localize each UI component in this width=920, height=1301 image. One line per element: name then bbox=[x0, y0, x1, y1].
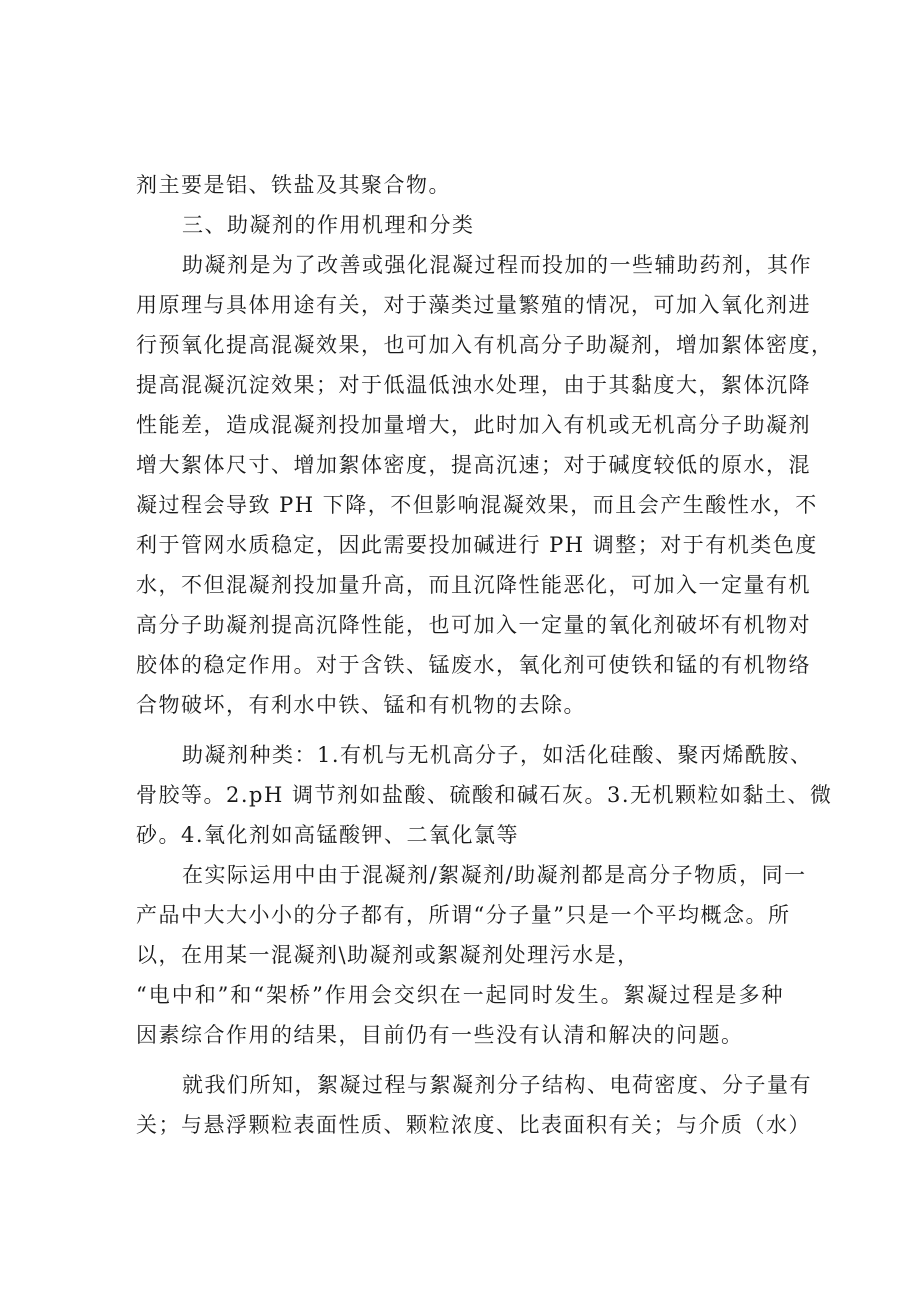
text-line: 合物破坏，有利水中铁、锰和有机物的去除。 bbox=[136, 693, 586, 717]
text-line: 胶体的稳定作用。对于含铁、锰废水，氧化剂可使铁和锰的有机物络 bbox=[136, 653, 811, 677]
text-line: 提高混凝沉淀效果；对于低温低浊水处理，由于其黏度大，絮体沉降 bbox=[136, 373, 811, 397]
text-line: 行预氧化提高混凝效果，也可加入有机高分子助凝剂，增加絮体密度， bbox=[136, 333, 834, 357]
text-line: 利于管网水质稳定，因此需要投加碱进行 PH 调整；对于有机类色度 bbox=[136, 533, 818, 557]
text-line: 凝过程会导致 PH 下降，不但影响混凝效果，而且会产生酸性水，不 bbox=[136, 493, 818, 517]
text-line: 因素综合作用的结果，目前仍有一些没有认清和解决的问题。 bbox=[136, 1023, 744, 1047]
text-line: 助凝剂种类：1.有机与无机高分子，如活化硅酸、聚丙烯酰胺、 bbox=[182, 743, 813, 767]
text-line: 骨胶等。2.pH 调节剂如盐酸、硫酸和碱石灰。3.无机颗粒如黏土、微 bbox=[136, 783, 833, 807]
text-line: 剂主要是铝、铁盐及其聚合物。 bbox=[136, 173, 451, 197]
text-line: 关；与悬浮颗粒表面性质、颗粒浓度、比表面积有关；与介质（水） bbox=[136, 1113, 811, 1137]
text-line: 用原理与具体用途有关，对于藻类过量繁殖的情况，可加入氧化剂进 bbox=[136, 293, 811, 317]
text-line: 在实际运用中由于混凝剂/絮凝剂/助凝剂都是高分子物质，同一 bbox=[182, 863, 807, 887]
text-line: 产品中大大小小的分子都有，所谓“分子量”只是一个平均概念。所 bbox=[136, 903, 791, 927]
text-line: 就我们所知，絮凝过程与絮凝剂分子结构、电荷密度、分子量有 bbox=[182, 1073, 812, 1097]
text-line: 增大絮体尺寸、增加絮体密度，提高沉速；对于碱度较低的原水，混 bbox=[136, 453, 811, 477]
text-line: 砂。4.氧化剂如高锰酸钾、二氧化氯等 bbox=[136, 823, 520, 847]
text-line: 性能差，造成混凝剂投加量增大，此时加入有机或无机高分子助凝剂 bbox=[136, 413, 811, 437]
text-line: 助凝剂是为了改善或强化混凝过程而投加的一些辅助药剂，其作 bbox=[182, 253, 812, 277]
text-line: 以，在用某一混凝剂\助凝剂或絮凝剂处理污水是， bbox=[136, 943, 640, 967]
text-line: 高分子助凝剂提高沉降性能，也可加入一定量的氧化剂破坏有机物对 bbox=[136, 613, 811, 637]
section-heading: 三、助凝剂的作用机理和分类 bbox=[182, 213, 475, 237]
text-line: 水，不但混凝剂投加量升高，而且沉降性能恶化，可加入一定量有机 bbox=[136, 573, 811, 597]
text-line: “电中和”和“架桥”作用会交织在一起同时发生。絮凝过程是多种 bbox=[136, 983, 784, 1007]
